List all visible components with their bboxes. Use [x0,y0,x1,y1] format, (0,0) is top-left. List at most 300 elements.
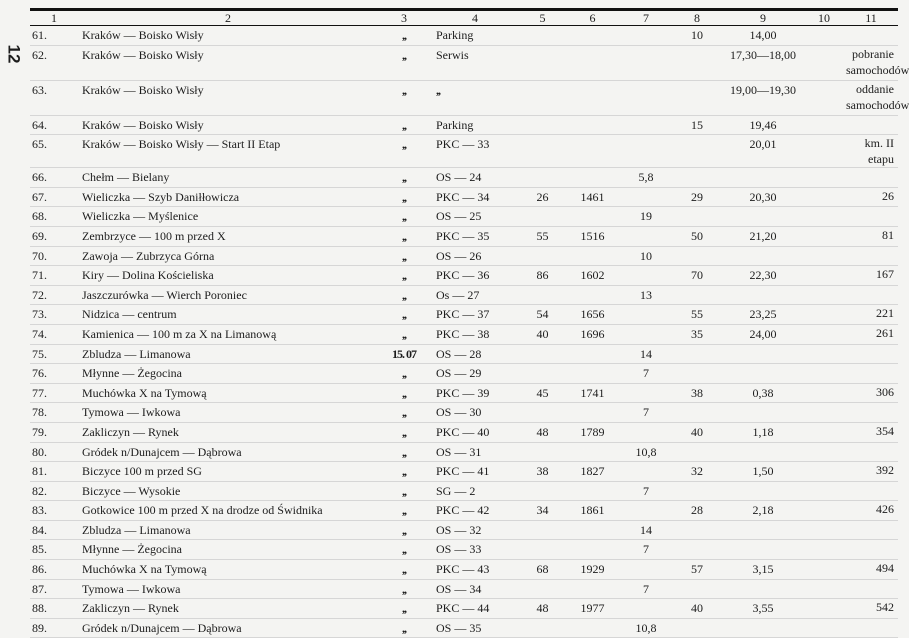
cell-column-10 [804,80,844,115]
cell-column-11: 392 [876,463,894,478]
cell-time: 22,30 [749,268,777,283]
cell-column-7: 14 [640,346,652,361]
cell-location: Zawoja — Zubrzyca Górna [82,248,215,263]
cell-control-point: Parking [436,28,474,42]
cell-column-6 [565,344,620,364]
cell-location: Gródek n/Dunajcem — Dąbrowa [82,620,242,635]
cell-column-8 [672,135,722,168]
cell-column-7 [620,324,672,344]
cell-column-7: 13 [640,287,652,302]
column-header-5: 5 [539,11,546,25]
cell-time [722,618,804,638]
table-row [30,80,898,115]
cell-row-number: 74. [32,326,47,341]
cell-column-11: 354 [876,423,894,438]
cell-column-11: pobranie samochodów [846,46,909,77]
cell-control-point: PKC — 36 [436,268,490,283]
cell-control-point: PKC — 33 [436,137,490,152]
cell-row-number: 77. [32,385,47,400]
cell-column-11 [844,481,898,501]
cell-column-10 [804,560,844,580]
cell-row-number: 75. [32,346,47,361]
cell-time: 1,18 [752,424,774,439]
cell-column-10 [804,305,844,325]
cell-column-6 [565,168,620,188]
cell-column-7: 7 [643,366,649,381]
cell-column-11: 306 [876,384,894,399]
column-header-8: 8 [694,11,700,25]
cell-date: ,, [402,209,406,224]
cell-time: 0,38 [752,385,774,400]
cell-location: Biczyce 100 m przed SG [82,464,202,479]
cell-column-11: oddanie samochodów [846,81,909,112]
cell-column-7: 7 [643,405,649,420]
cell-column-6 [565,26,620,46]
cell-location: Nidzica — centrum [82,307,177,322]
cell-row-number: 78. [32,405,47,420]
cell-time [722,364,804,384]
cell-column-11: 167 [876,267,894,282]
table-row [30,383,898,403]
cell-date: ,, [402,248,406,263]
cell-location: Kraków — Boisko Wisły [82,28,204,42]
cell-column-8: 32 [691,464,703,479]
cell-location: Kraków — Boisko Wisły [82,117,204,132]
table-row [30,45,898,80]
cell-column-10 [804,520,844,540]
cell-date: ,, [402,424,406,439]
cell-column-10 [804,135,844,168]
cell-date: ,, [402,137,406,152]
table-row [30,442,898,462]
cell-location: Kraków — Boisko Wisły [82,82,204,97]
cell-column-5 [520,481,565,501]
cell-column-5 [520,168,565,188]
cell-row-number: 69. [32,228,47,243]
cell-location: Wieliczka — Szyb Daniłłowicza [82,189,240,204]
cell-date: ,, [402,28,406,42]
cell-column-10 [804,266,844,286]
cell-column-8: 29 [691,189,703,204]
cell-column-8 [672,579,722,599]
cell-column-8: 40 [691,424,703,439]
cell-time [722,520,804,540]
cell-column-11 [844,168,898,188]
cell-column-10 [804,26,844,46]
cell-control-point: OS — 29 [436,366,482,381]
cell-column-10 [804,324,844,344]
cell-column-5 [520,579,565,599]
cell-column-10 [804,599,844,619]
cell-column-6 [565,80,620,115]
cell-column-6 [565,364,620,384]
cell-time [722,246,804,266]
cell-column-5 [520,45,565,80]
cell-row-number: 61. [32,28,47,42]
cell-row-number: 89. [32,620,47,635]
cell-control-point: OS — 34 [436,581,482,596]
cell-column-5: 54 [536,307,549,322]
cell-row-number: 87. [32,581,47,596]
table-row [30,540,898,560]
cell-row-number: 63. [32,82,47,97]
table-row [30,599,898,619]
cell-column-7 [620,560,672,580]
cell-column-8 [672,285,722,305]
cell-date: ,, [402,268,406,283]
cell-location: Kiry — Dolina Kościeliska [82,268,214,283]
cell-column-8 [672,80,722,115]
cell-column-8 [672,442,722,462]
table-row [30,285,898,305]
cell-column-6 [565,520,620,540]
cell-date: ,, [402,464,406,479]
cell-date: ,, [402,581,406,596]
cell-control-point: Serwis [436,47,469,62]
cell-date: ,, [402,562,406,577]
cell-column-7 [620,462,672,482]
cell-date: ,, [402,82,406,97]
cell-time: 20,01 [749,137,777,152]
cell-column-10 [804,115,844,135]
table-row [30,481,898,501]
cell-column-11 [844,246,898,266]
cell-column-11: 542 [876,600,894,615]
table-row [30,266,898,286]
cell-control-point: PKC — 39 [436,385,490,400]
cell-column-10 [804,540,844,560]
cell-control-point: OS — 28 [436,346,482,361]
cell-column-11 [844,540,898,560]
column-header-10: 10 [818,11,830,25]
cell-column-8 [672,364,722,384]
table-row [30,344,898,364]
cell-column-5 [520,540,565,560]
cell-location: Młynne — Żegocina [82,366,182,381]
table-row [30,187,898,207]
column-header-6: 6 [589,11,596,25]
cell-time: 3,15 [752,562,774,577]
cell-row-number: 62. [32,47,47,62]
cell-location: Zbludza — Limanowa [82,522,191,537]
cell-column-5 [520,403,565,423]
cell-column-6 [565,403,620,423]
table-row [30,422,898,442]
cell-column-6 [565,246,620,266]
cell-column-7 [620,422,672,442]
table-row [30,305,898,325]
table-row [30,462,898,482]
column-header-4: 4 [472,11,478,25]
cell-column-8: 55 [691,307,703,322]
cell-column-10 [804,403,844,423]
cell-column-11: 426 [876,502,894,517]
cell-column-6: 1789 [580,424,605,439]
cell-location: Chełm — Bielany [82,170,170,185]
cell-column-8: 10 [691,28,703,42]
column-header-7: 7 [643,11,649,25]
cell-column-7: 5,8 [638,170,654,185]
cell-column-6: 1656 [580,307,605,322]
cell-column-8 [672,168,722,188]
cell-column-5 [520,246,565,266]
cell-date: ,, [402,366,406,381]
cell-time [722,344,804,364]
cell-column-5: 45 [536,385,549,400]
cell-column-7 [620,80,672,115]
table-row [30,403,898,423]
cell-row-number: 81. [32,464,47,479]
cell-control-point: PKC — 40 [436,424,490,439]
cell-location: Kamienica — 100 m za X na Limanową [82,326,277,341]
table-row [30,135,898,168]
cell-column-10 [804,579,844,599]
cell-location: Młynne — Żegocina [82,542,182,557]
cell-time: 1,50 [752,464,774,479]
cell-control-point: Parking [436,117,474,132]
cell-column-8: 57 [691,562,703,577]
cell-column-5: 48 [536,424,549,439]
cell-column-6 [565,207,620,227]
cell-row-number: 68. [32,209,47,224]
cell-row-number: 86. [32,562,47,577]
cell-row-number: 65. [32,137,47,152]
cell-column-11 [844,26,898,46]
cell-column-6: 1696 [580,326,605,341]
cell-column-6 [565,45,620,80]
cell-column-5 [520,26,565,46]
table-row [30,168,898,188]
cell-column-5 [520,80,565,115]
cell-control-point: OS — 32 [436,522,482,537]
cell-column-10 [804,442,844,462]
cell-column-10 [804,481,844,501]
cell-time [722,403,804,423]
cell-date: ,, [402,287,406,302]
cell-location: Zbludza — Limanowa [82,346,191,361]
cell-column-8: 40 [691,601,703,616]
cell-time: 14,00 [749,28,777,42]
cell-column-5 [520,364,565,384]
cell-control-point: SG — 2 [436,483,476,498]
cell-control-point: ,, [436,82,440,97]
cell-column-7: 14 [640,522,652,537]
page-number: 12 [4,44,24,64]
column-header-9: 9 [760,11,766,25]
cell-date: ,, [402,307,406,322]
cell-date: ,, [402,228,406,243]
cell-column-8: 28 [691,503,703,518]
cell-location: Tymowa — Iwkowa [82,581,181,596]
table-row [30,26,898,46]
cell-column-7 [620,305,672,325]
cell-column-6: 1602 [580,268,605,283]
cell-column-11: 494 [876,561,894,576]
cell-control-point: PKC — 41 [436,464,490,479]
cell-column-6 [565,618,620,638]
cell-column-11 [844,403,898,423]
cell-column-11 [844,344,898,364]
cell-location: Gródek n/Dunajcem — Dąbrowa [82,444,242,459]
cell-column-10 [804,344,844,364]
cell-column-5: 68 [536,562,549,577]
cell-time [722,168,804,188]
cell-column-10 [804,168,844,188]
cell-time: 24,00 [749,326,777,341]
cell-column-8: 15 [691,117,703,132]
cell-column-10 [804,422,844,442]
cell-control-point: PKC — 35 [436,228,490,243]
cell-column-7 [620,383,672,403]
cell-column-10 [804,501,844,521]
cell-column-7: 7 [643,483,649,498]
table-row [30,579,898,599]
cell-time [722,442,804,462]
cell-column-10 [804,226,844,246]
cell-date: ,, [402,405,406,420]
cell-column-5 [520,442,565,462]
cell-control-point: OS — 24 [436,170,482,185]
cell-time [722,540,804,560]
cell-column-5 [520,285,565,305]
table-row [30,560,898,580]
cell-column-11: 81 [882,227,894,242]
cell-date: ,, [402,47,406,62]
cell-date: ,, [402,483,406,498]
cell-column-11 [844,285,898,305]
cell-row-number: 71. [32,268,47,283]
rally-schedule-table [30,8,909,638]
cell-column-10 [804,383,844,403]
cell-column-6 [565,135,620,168]
cell-column-8: 70 [691,268,703,283]
cell-column-7 [620,45,672,80]
cell-column-6: 1827 [580,464,605,479]
cell-column-8 [672,481,722,501]
cell-date: ,, [402,117,406,132]
cell-column-5: 40 [536,326,549,341]
cell-column-10 [804,618,844,638]
cell-column-5: 55 [536,228,549,243]
cell-column-6 [565,442,620,462]
cell-row-number: 67. [32,189,47,204]
table-row [30,324,898,344]
cell-column-7 [620,266,672,286]
cell-column-5: 26 [536,189,549,204]
cell-column-6: 1741 [580,385,605,400]
cell-date: ,, [402,601,406,616]
cell-column-5 [520,207,565,227]
cell-date: ,, [402,503,406,518]
cell-column-5: 38 [536,464,549,479]
table-row [30,618,898,638]
cell-date: ,, [402,620,406,635]
cell-location: Muchówka X na Tymową [82,385,207,400]
cell-location: Zakliczyn — Rynek [82,601,179,616]
cell-time: 20,30 [749,189,777,204]
cell-row-number: 82. [32,483,47,498]
cell-column-10 [804,45,844,80]
cell-time: 2,18 [752,503,774,518]
column-header-2: 2 [225,11,231,25]
cell-column-10 [804,246,844,266]
cell-column-8 [672,540,722,560]
cell-date: ,, [402,522,406,537]
cell-time [722,579,804,599]
cell-row-number: 70. [32,248,47,263]
cell-time: 23,25 [749,307,777,322]
cell-column-7: 10,8 [635,444,657,459]
cell-column-6 [565,115,620,135]
cell-column-11 [844,115,898,135]
cell-control-point: PKC — 38 [436,326,490,341]
cell-control-point: PKC — 37 [436,307,490,322]
cell-control-point: OS — 31 [436,444,482,459]
cell-row-number: 79. [32,424,47,439]
cell-time [722,285,804,305]
cell-time: 21,20 [749,228,777,243]
cell-time: 19,46 [749,117,777,132]
cell-location: Tymowa — Iwkowa [82,405,181,420]
cell-control-point: PKC — 44 [436,601,490,616]
table-row [30,207,898,227]
cell-column-7 [620,26,672,46]
cell-control-point: OS — 30 [436,405,482,420]
cell-column-10 [804,207,844,227]
cell-date: ,, [402,170,406,185]
cell-row-number: 85. [32,542,47,557]
column-header-3: 3 [401,11,407,25]
cell-column-8 [672,403,722,423]
cell-column-6: 1977 [580,601,605,616]
cell-column-6: 1461 [580,189,605,204]
cell-column-7: 7 [643,581,649,596]
cell-column-8: 38 [691,385,703,400]
cell-control-point: OS — 26 [436,248,482,263]
header-row [30,10,898,26]
cell-location: Zakliczyn — Rynek [82,424,179,439]
cell-row-number: 64. [32,117,47,132]
cell-column-5: 48 [536,601,549,616]
cell-column-7 [620,501,672,521]
table-row [30,501,898,521]
cell-column-8: 50 [691,228,703,243]
cell-column-11: 261 [876,325,894,340]
cell-column-6: 1861 [580,503,605,518]
cell-row-number: 80. [32,444,47,459]
cell-column-6 [565,481,620,501]
column-header-11: 11 [865,11,877,25]
cell-column-11 [844,442,898,462]
cell-time [722,207,804,227]
cell-column-8 [672,246,722,266]
cell-location: Zembrzyce — 100 m przed X [82,228,226,243]
cell-row-number: 83. [32,503,47,518]
cell-column-7: 10,8 [635,620,657,635]
cell-control-point: OS — 25 [436,209,482,224]
cell-column-11 [844,579,898,599]
table-body [30,26,909,638]
cell-column-7: 19 [640,209,652,224]
cell-column-8 [672,344,722,364]
cell-row-number: 76. [32,366,47,381]
cell-time: 3,55 [752,601,774,616]
cell-location: Gotkowice 100 m przed X na drodze od Świdnika [82,503,323,518]
cell-date: ,, [402,385,406,400]
cell-time [722,481,804,501]
cell-control-point: OS — 33 [436,542,482,557]
cell-date: 15. 07 [392,346,416,361]
